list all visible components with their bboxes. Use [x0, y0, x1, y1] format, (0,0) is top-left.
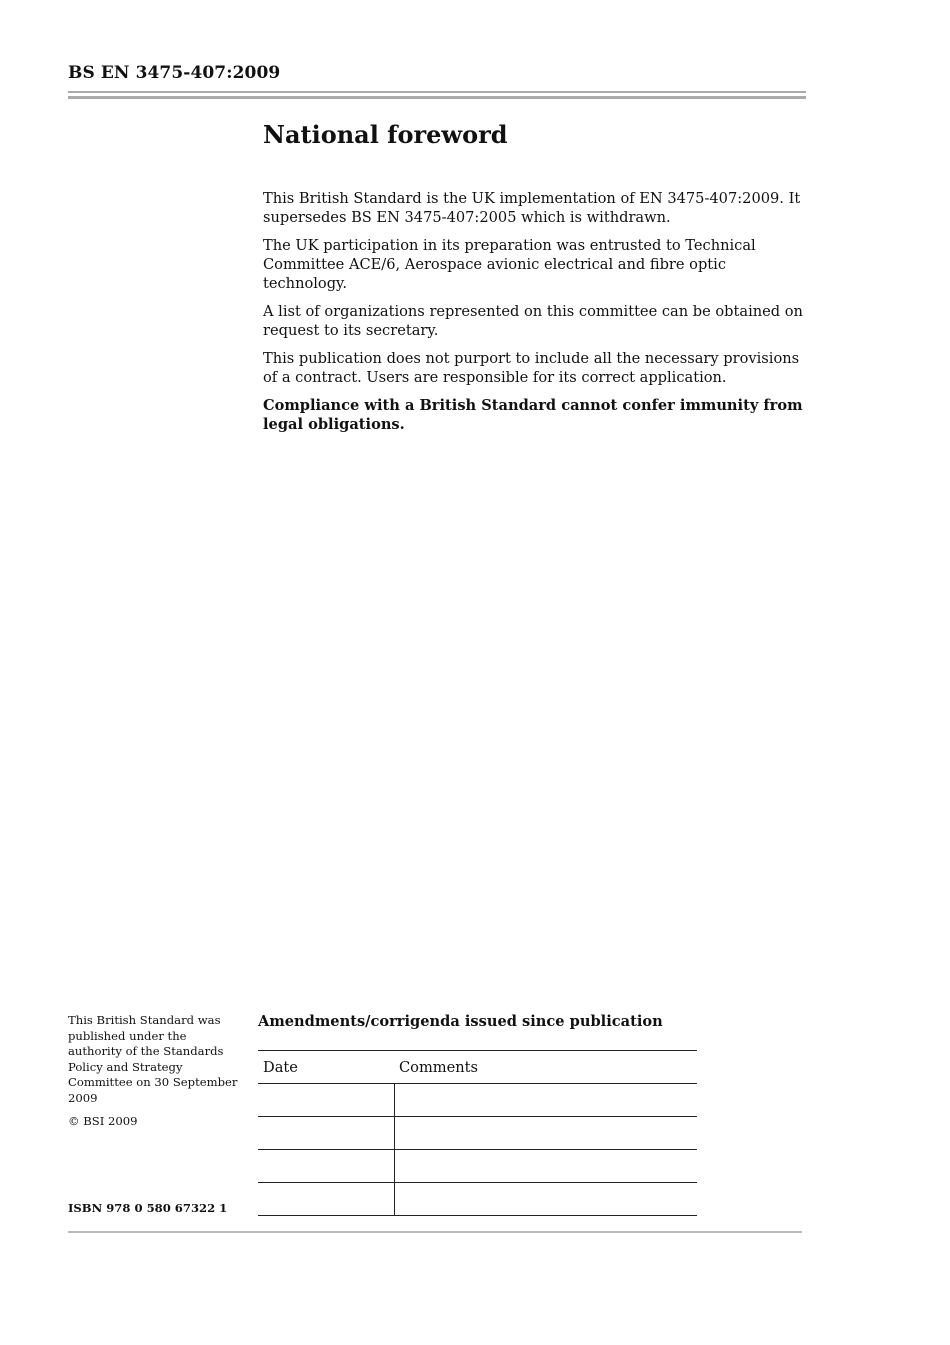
- isbn: ISBN 978 0 580 67322 1: [68, 1201, 228, 1215]
- comments-cell: [394, 1150, 697, 1183]
- table-row: [258, 1183, 697, 1216]
- date-cell: [258, 1183, 394, 1216]
- copyright-notice: © BSI 2009: [68, 1113, 138, 1128]
- footer-rule: [68, 1231, 802, 1233]
- foreword-paragraph: A list of organizations represented on this committee can be obtained on request to its secretary.: [263, 303, 803, 339]
- table-header-row: [258, 1051, 697, 1084]
- compliance-statement: Compliance with a British Standard cannot confer immunity from legal obligations.: [263, 397, 803, 433]
- date-cell: [258, 1117, 394, 1150]
- table-row: [258, 1084, 697, 1117]
- column-header-comments: Comments: [394, 1051, 697, 1084]
- document-id: BS EN 3475-407:2009: [68, 63, 281, 83]
- table-row: [258, 1117, 697, 1150]
- date-cell: [258, 1084, 394, 1117]
- comments-cell: [394, 1084, 697, 1117]
- amendments-heading: Amendments/corrigenda issued since publication: [258, 1013, 663, 1030]
- foreword-paragraph: This publication does not purport to include all the necessary provisions of a contract. Users are responsible for its correct application.: [263, 350, 800, 386]
- table-row: [258, 1150, 697, 1183]
- column-header-date: Date: [258, 1051, 394, 1084]
- foreword-paragraph: This British Standard is the UK implementation of EN 3475-407:2009. It supersedes BS EN 3475-407:2005 which is withdrawn.: [263, 190, 801, 226]
- page-title: National foreword: [263, 120, 508, 149]
- comments-cell: [394, 1183, 697, 1216]
- header-rule-thick: [68, 96, 806, 99]
- amendments-table: [258, 1050, 697, 1216]
- foreword-body: [263, 189, 808, 443]
- publication-imprint: [68, 1013, 243, 1136]
- foreword-paragraph: The UK participation in its preparation was entrusted to Technical Committee ACE/6, Aerospace avionic electrical and fibre optic technology.: [263, 237, 756, 292]
- publication-note: This British Standard was published under the authority of the Standards Policy and Strategy Committee on 30 September 2009: [68, 1013, 238, 1105]
- header-rule-thin: [68, 91, 806, 93]
- comments-cell: [394, 1117, 697, 1150]
- date-cell: [258, 1150, 394, 1183]
